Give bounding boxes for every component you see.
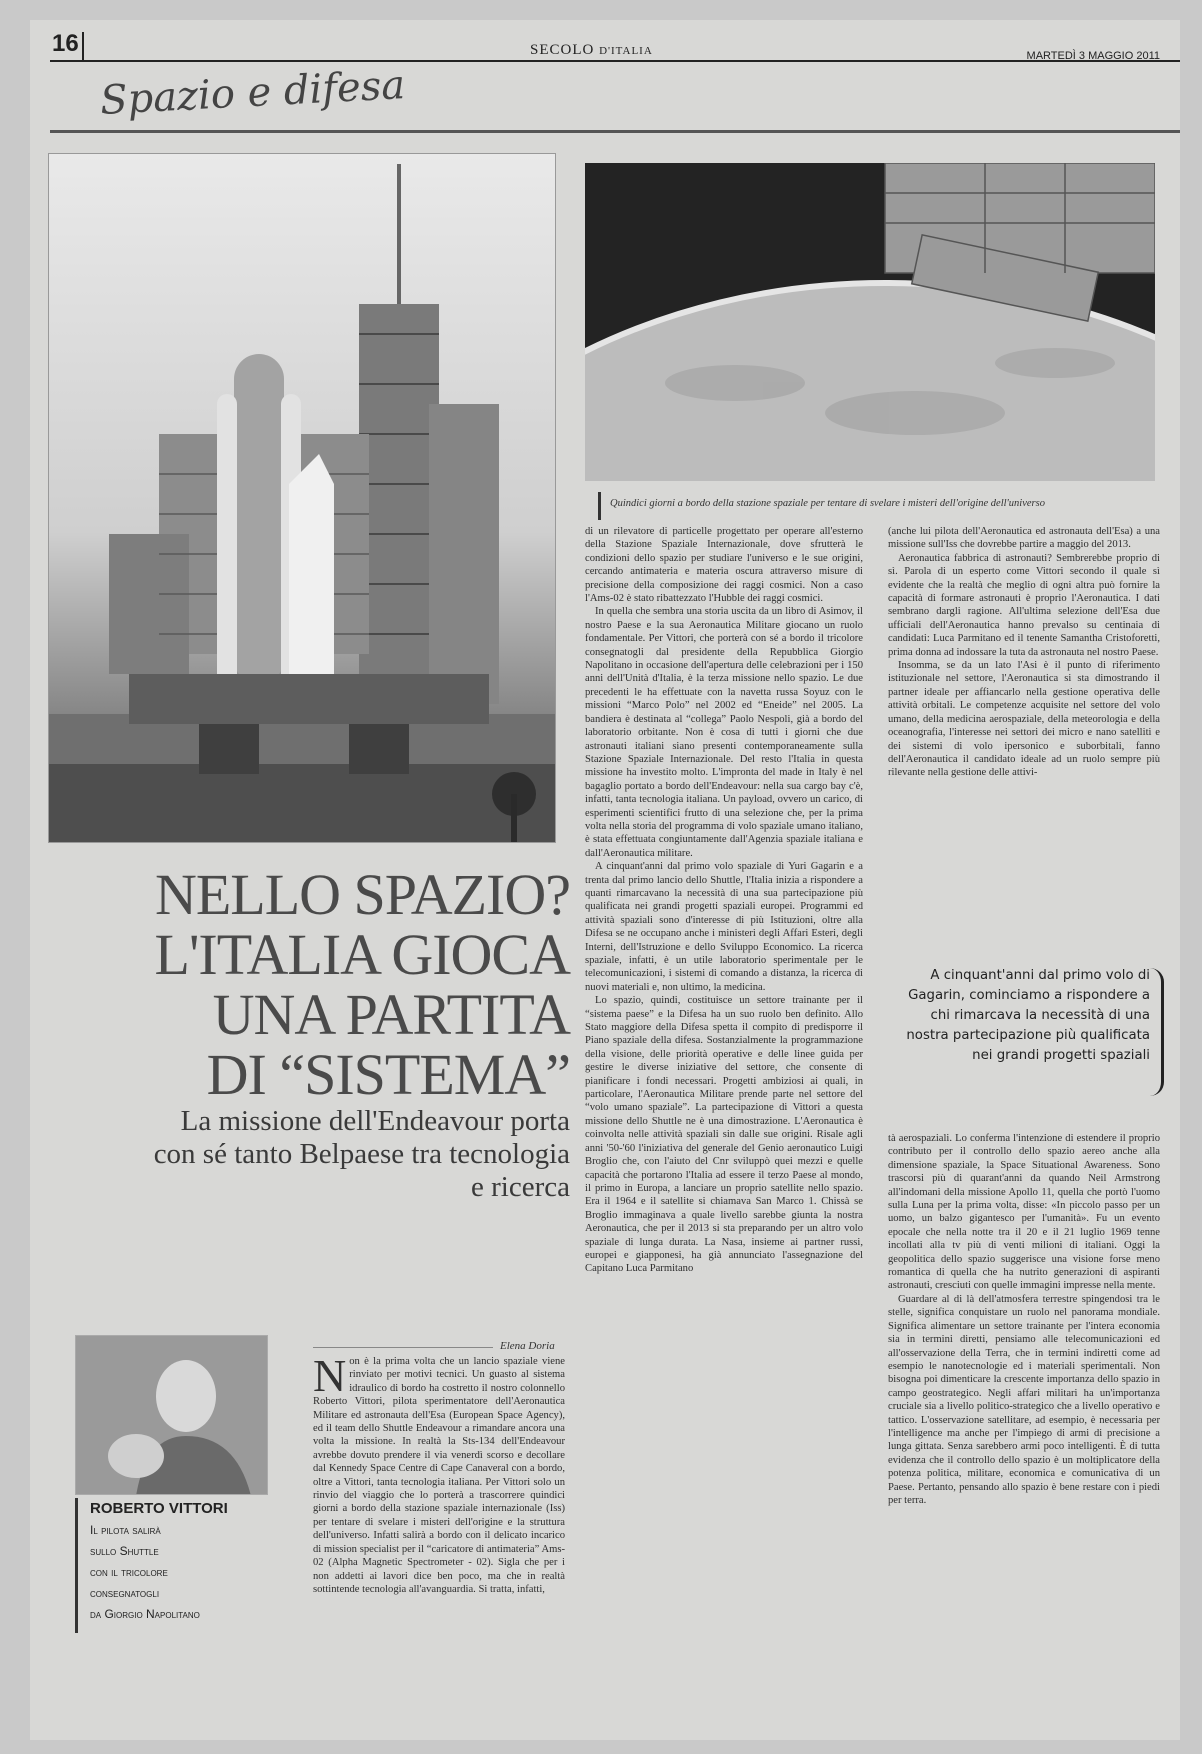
article-column-3-bottom (888, 1132, 1160, 1707)
portrait-rule (75, 1498, 78, 1633)
portrait-caption-line: con il tricolore (90, 1565, 168, 1579)
paper-suffix: D'ITALIA (599, 45, 653, 57)
article-paragraph: A cinquant'anni dal primo volo spaziale di Yuri Gagarin e a trenta dal primo lancio dello Shuttle, l'Italia inizia a rispondere a quanti rimarcavano la necessità di una sua partecipazione più qualificata nei grandi progetti spaziali europei. Programmi ed attività spaziali sono d'interesse di più Istituzioni, oltre alla Difesa se ne occupano anche i ministeri degli Affari Esteri, degli Interni, dell'Istruzione e dello Sviluppo Economico. La ricerca spaziale, infatti, è un utile laboratorio sperimentale per le telecomunicazioni, i sistemi di comando a distanza, la ricerca di nuovi materiali e, non ultimo, la medicina. (585, 861, 863, 993)
article-column-3-top (888, 525, 1160, 950)
portrait-caption-line: Il pilota salirà (90, 1523, 161, 1537)
article-paragraph: Aeronautica fabbrica di astronauti? Sembrerebbe proprio di sì. Parola di un esperto come Vittori secondo il quale sì evidente che la realtà che meglio di ogni altra può fornire la capacità di formare astronauti è proprio l'Aeronautica. I dati sembrano dargli ragione. All'ultima selezione dell'Esa due ufficiali dell'Aeronautica hanno prevalso su centinaia di candidati: Luca Parmitano ed il tenente Samantha Cristoforetti, prima donna ad indossare la tuta da astronauta nel nostro Paese. (888, 552, 1160, 658)
paragraph-text: on è la prima volta che un lancio spaziale viene rinviato per motivi tecnici. Un guasto al sistema idraulico di bordo ha costretto il nostro colonnello Roberto Vittori, pilota sperimentatore dell'Aeronautica Militare ed astronauta dell'Esa (European Space Agency), ed il team dello Shuttle Endeavour a rimandare ancora una volta la missione. In realtà la Sts-134 dell'Endeavour avrebbe dovuto prendere il via venerdì scorso e decollare dal Kennedy Space Centre di Cape Canaveral con a bordo, oltre a Vittori, tanta tecnologia italiana. Per Vittori solo un rinvio del viaggio che lo porterà a trascorrere quindici giorni a bordo della stazione spaziale internazionale (Iss) per tentare di svelare i misteri dell'origine e la struttura dell'universo. Infatti salirà a bordo con il delicato incarico di mission specialist per il “caricatore di antimateria” Ams-02 (Alpha Magnetic Spectrometer - 02). Sigla che per i non addetti ai lavori dice ben poco, ma che in realtà sottintende tecnologia all'avanguardia. Si tratta, infatti, (313, 1356, 565, 1595)
shuttle-launchpad-photo (48, 153, 556, 843)
headline-line-3: UNA PARTITA (212, 982, 570, 1047)
byline-rule (313, 1347, 493, 1348)
launchpad-illustration (49, 154, 556, 843)
article-paragraph: In quella che sembra una storia uscita da un libro di Asimov, il nostro Paese e la sua Aeronautica Militare giocano un ruolo fondamentale. Per Vittori, che porterà con sé a bordo il tricolore consegnatogli dal presidente della Repubblica Giorgio Napolitano in occasione dell'apertura delle celebrazioni per i 150 anni dell'Unità d'Italia, è la terza missione nello spazio. Le due precedenti le ha effettuate con la navetta russa Soyuz con le missioni “Marco Polo” nel 2002 ed “Eneide” nel 2005. La bandiera è destinata al “collega” Paolo Nespoli, già a bordo del laboratorio orbitante. Non è cosa di tutti i giorni che due astronauti italiani siano presenti contemporaneamente sulla Stazione Spaziale Internazionale. Del resto l'Italia in questa missione ha investito molto. L'impronta del made in Italy è nel bagaglio portato a bordo dell'Endeavour: nella sua cargo bay c'è, infatti, tanta tecnologia italiana. Un payload, ovvero un carico, di esperimenti scientifici frutto di una selezione che, per la prima volta nella storia del programma di volo spaziale umano italiano, è stata effettuata congiuntamente dall'Agenzia spaziale italiana e dall'Aeronautica militare. (585, 606, 863, 859)
portrait-caption (90, 1520, 280, 1625)
article-paragraph: Lo spazio, quindi, costituisce un settore trainante per il “sistema paese” e la Difesa ha un suo ruolo ben definito. Allo Stato maggiore della Difesa spetta il compito di predisporre il Piano spaziale della difesa. Sostanzialmente la programmazione della visione, delle priorità operative e delle linee guida per gestire le diverse iniziative del settore, che consente di pianificare i fondi necessari. Progetti ambiziosi ai quali, in particolare, l'Aeronautica Militare prende parte nel settore del “volo umano spaziale”. La partecipazione di Vittori a questa missione dello Shuttle ne è una dimostrazione. L'Aeronautica è coinvolta nelle attività spaziali sin dalle sue origini. Risale agli anni '50-'60 l'iniziativa del generale del Genio aeronautico Luigi Broglio che, con l'aiuto del Cnr sviluppò quei mezzi e quelle capacità che portarono l'Italia ad essere il terzo Paese al mondo, il primo in Europa, a lanciare un proprio satellite nello spazio. Era il 1964 e il satellite si chiamava San Marco 1. Chissà se Broglio immaginava a quale livello sarebbe giunta la nostra Aeronautica, che per il 2013 si sta preparando per un altro volo spaziale di lunga durata. La Nasa, insieme ai partner russi, europei e giapponesi, ha già annunciato l'assegnazione del Capitano Luca Parmitano (585, 995, 863, 1275)
page-number: 16 (52, 30, 79, 57)
article-paragraph: tà aerospaziali. Lo conferma l'intenzione di estendere il proprio contributo per il controllo dello spazio aereo anche alla dimensione spaziale, la Space Situational Awareness. Sono trascorsi più di quarant'anni da quando Neil Armstrong all'indomani della missione Apollo 11, quella che portò l'uomo sulla Luna per la prima volta, disse: «In piccolo passo per un uomo, un balzo gigantesco per l'umanità». Fu un evento epocale che nella notte tra il 20 e il 21 luglio 1969 tenne incollati alla tv più di venti milioni di italiani. Oggi la geopolitica dello spazio suggerisce una visione forse meno romantica di quella che ha nutrito generazioni di aspiranti astronauti, cresciuti con quelle immagini impresse nella mente. (888, 1133, 1160, 1292)
pull-quote: A cinquant'anni dal primo volo di Gagarin, cominciamo a rispondere a chi rimarcava la necessità di una nostra partecipazione più qualificata nei grandi progetti spaziali (906, 968, 1150, 1063)
article-paragraph: di un rilevatore di particelle progettato per operare all'esterno della Stazione Spaziale Internazionale, dove sfrutterà le condizioni dello spazio per studiare l'universo e le sue origini, cercando antimateria e materia oscura attraverso misure di precisione della composizione dei raggi cosmici. Non a caso l'Ams-02 è stato ribattezzato l'Hubble dei raggi cosmici. (585, 526, 863, 605)
section-rule (50, 130, 1180, 133)
portrait-caption-line: consegnatogli (90, 1586, 160, 1600)
top-rule (50, 60, 1180, 62)
portrait-name: ROBERTO VITTORI (90, 1500, 228, 1517)
portrait-caption-line: sullo Shuttle (90, 1544, 159, 1558)
headline-line-1: NELLO SPAZIO? (154, 862, 570, 927)
portrait-photo (75, 1335, 268, 1495)
paper-name: SECOLO (530, 42, 595, 58)
masthead (530, 42, 653, 59)
article-paragraph: Insomma, se da un lato l'Asi è il punto di riferimento istituzionale nel settore, l'Aeronautica si sta dimostrando il partner ideale per affiancarlo nella gestione operativa delle attività orbitali. Le competenze acquisite nel settore del volo umano, della medicina aerospaziale, della meteorologia e della oceanografia, l'interesse nei settori dei micro e nano satelliti e dei sistemi di volo ipersonico e suborbitali, fanno dell'Aeronautica il candidato ideale ad un ruolo sempre più rilevante nella gestione delle attivi- (888, 660, 1160, 779)
headline-line-2: L'ITALIA GIOCA (154, 922, 570, 987)
article-column-2 (585, 525, 863, 1705)
newspaper-page (30, 20, 1180, 1740)
space-station-photo (585, 163, 1155, 481)
headline-line-4: DI “SISTEMA” (206, 1042, 570, 1107)
article-column-1 (313, 1355, 565, 1705)
article-paragraph (313, 1355, 565, 1596)
pull-quote-bracket (1150, 968, 1164, 1096)
issue-date: MARTEDÌ 3 MAGGIO 2011 (1026, 50, 1160, 62)
drop-cap: N (313, 1355, 347, 1401)
earth-orbit-illustration (585, 163, 1155, 481)
headline (120, 862, 570, 1107)
byline: Elena Doria (500, 1340, 555, 1352)
subheadline: La missione dell'Endeavour porta con sé tanto Belpaese tra tecnologia e ricerca (153, 1105, 570, 1203)
caption-bar (598, 492, 601, 520)
article-paragraph: Guardare al di là dell'atmosfera terrestre spingendosi tra le stelle, significa conquistare un ruolo nel panorama mondiale. Significa alimentare un settore trainante per l'intera economia sia in termini diretti, pensiamo alle telecomunicazioni ed all'osservazione della Terra, che in termini indiretti come ad esempio le nanotecnologie ed i materiali sperimentali. Non bisogna poi dimenticare la crescente importanza dello spazio in campo geostrategico. Negli affari militari ha un'importanza cruciale sia a livello politico-strategico che a livello operativo e tattico. L'osservazione satellitare, ad esempio, è necessaria per l'intelligence ma anche per l'impiego di armi di precisione a lunga gittata. Senza sarebbero armi poco intelligenti. È di tutta evidenza che il controllo dello spazio è un moltiplicatore della potenza politica, militare, economica e comunicativa di un Paese. Pertanto, pensando allo spazio è bene restare con i piedi per terra. (888, 1293, 1160, 1506)
article-paragraph: (anche lui pilota dell'Aeronautica ed astronauta dell'Esa) a una missione sull'Iss che dovrebbe partire a maggio del 2013. (888, 526, 1160, 551)
photo-caption: Quindici giorni a bordo della stazione spaziale per tentare di svelare i misteri dell'origine dell'universo (610, 498, 1045, 509)
astronaut-portrait (76, 1336, 268, 1495)
portrait-caption-line: da Giorgio Napolitano (90, 1607, 200, 1621)
section-title: Spazio e difesa (99, 62, 407, 124)
